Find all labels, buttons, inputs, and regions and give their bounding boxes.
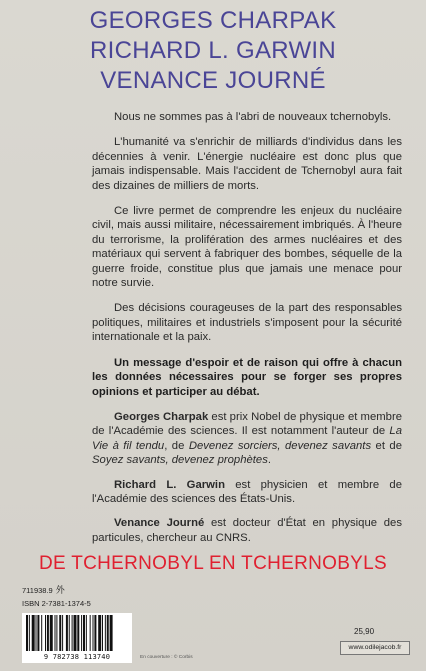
barcode-bar xyxy=(107,615,109,651)
barcode-bar xyxy=(62,615,63,651)
barcode-bar xyxy=(29,615,30,651)
bio-text: est prix Nobel de physique et membre de l'Académie des sciences. Il est notamment l'auteur de xyxy=(92,410,402,438)
barcode-bar xyxy=(55,615,56,651)
barcode-bar xyxy=(90,615,91,651)
barcode-bar xyxy=(102,615,103,651)
barcode-bar xyxy=(41,615,42,651)
book-title-italic: Soyez savants, devenez prophètes xyxy=(92,454,268,467)
blurb-paragraph: Des décisions courageuses de la part des responsables politiques, militaires et industriels s'imposent pour la sécurité internationale et la paix. xyxy=(92,302,402,344)
barcode-bar xyxy=(45,615,46,651)
author-names xyxy=(0,6,426,96)
back-matter xyxy=(22,583,422,671)
publisher-url: www.odilejacob.fr xyxy=(340,641,410,655)
bio-text: . xyxy=(267,454,271,467)
author-name: VENANCE JOURNÉ xyxy=(100,67,326,94)
barcode-bar xyxy=(69,615,70,651)
book-title-italic: Devenez sorciers, devenez savants xyxy=(188,439,372,452)
barcode-bar xyxy=(93,615,94,651)
isbn: ISBN 2-7381-1374-5 xyxy=(22,599,91,608)
cover-credit: En couverture : © Corbis xyxy=(140,655,193,660)
blurb-highlight: Un message d'espoir et de raison qui offre à chacun les données nécessaires pour se forger ses propres opinions et participer au débat. xyxy=(92,356,402,398)
barcode-number: 9 782738 113740 xyxy=(43,653,111,661)
barcode-bar xyxy=(86,615,87,651)
catalog-code xyxy=(22,583,65,596)
barcode-bar xyxy=(81,615,82,651)
price: 25,90 xyxy=(354,627,375,636)
bio-charpak xyxy=(92,410,402,468)
barcode-bar xyxy=(50,615,53,651)
barcode-bar xyxy=(74,615,77,651)
barcode-bar xyxy=(26,615,28,651)
barcode-bar xyxy=(37,615,39,651)
barcode-bar xyxy=(77,615,79,651)
barcode-bar xyxy=(98,615,101,651)
bio-name: Georges Charpak xyxy=(114,410,209,423)
catalog-glyph: 外 xyxy=(55,585,65,595)
bio-name: Venance Journé xyxy=(114,517,205,530)
catalog-code-text: 711938.9 xyxy=(22,586,53,595)
barcode-bar xyxy=(36,615,37,651)
barcode-bar xyxy=(105,615,106,651)
bio-name: Richard L. Garwin xyxy=(114,478,225,491)
bio-text: est physicien et membre de l'Académie des sciences des États-Unis. xyxy=(92,478,402,505)
blurb xyxy=(92,110,402,555)
bio-garwin xyxy=(92,478,402,507)
barcode-bar xyxy=(72,615,73,651)
bio-journe xyxy=(92,516,402,545)
bio-text: , de xyxy=(164,439,189,452)
barcode-bar xyxy=(59,615,61,651)
barcode-bar xyxy=(110,615,113,651)
barcode-bar xyxy=(47,615,49,651)
barcode-icon xyxy=(26,615,128,651)
barcode-bar xyxy=(83,615,85,651)
bio-text: et de xyxy=(371,439,403,452)
barcode-bar xyxy=(32,615,35,651)
book-title-italic: La Vie à fil tendu xyxy=(92,425,402,452)
author-name: GEORGES CHARPAK xyxy=(89,7,337,34)
bio-text: est docteur d'État en physique des particules, chercheur au CNRS. xyxy=(92,517,402,544)
barcode xyxy=(22,613,132,663)
blurb-paragraph: L'humanité va s'enrichir de milliards d'individus dans les décennies à venir. L'énergie nucléaire est donc plus que jamais indispensable. Mais l'accident de Tchernobyl aura fait des dizaines de milliers de morts. xyxy=(92,136,402,192)
barcode-bar xyxy=(66,615,68,651)
barcode-bar xyxy=(94,615,96,651)
author-name: RICHARD L. GARWIN xyxy=(89,37,336,64)
blurb-paragraph: Ce livre permet de comprendre les enjeux du nucléaire civil, mais aussi militaire, nécessairement imbriqués. À l'heure du terrorisme, la prolifération des armes nucléaires et des matériaux qui servent à fabriquer des bombes, séquelle de la guerre froide, constitue plus que jamais une menace pour notre survie. xyxy=(92,205,402,290)
blurb-paragraph: Nous ne sommes pas à l'abri de nouveaux tchernobyls. xyxy=(114,111,392,123)
book-title: DE TCHERNOBYL EN TCHERNOBYLS xyxy=(38,553,387,574)
barcode-bar xyxy=(56,615,57,651)
